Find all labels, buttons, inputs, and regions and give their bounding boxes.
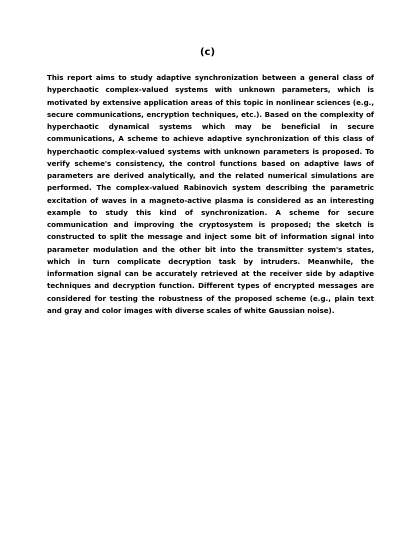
abstract-paragraph: This report aims to study adaptive synchronization between a general class of hyperchaotic complex-valued systems with unknown parameters, which is motivated by extensive application areas of this topic in nonlinear sciences (e.g., secure communications, encryption techniques, etc.). Based on the complexity of hyperchaotic dynamical systems which may be beneficial in secure communications, A scheme to achieve adaptive synchronization of this class of hyperchaotic complex-valued systems with unknown parameters is proposed. To verify scheme's consistency, the control functions based on adaptive laws of parameters are derived analytically, and the related numerical simulations are performed. The complex-valued Rabinovich system describing the parametric excitation of waves in a magneto-active plasma is considered as an interesting example to study this kind of synchronization. A scheme for secure communication and improving the cryptosystem is proposed; the sketch is constructed to split the message and inject some bit of information signal into parameter modulation and the other bit into the transmitter system's states, which in turn complicate decryption task by intruders. Meanwhile, the information signal can be accurately retrieved at the receiver side by adaptive techniques and decryption function. Different types of encrypted messages are considered for testing the robustness of the proposed scheme (e.g., plain text and gray and color images with diverse scales of white Gaussian noise). (47, 73, 374, 315)
section-heading: (c) (199, 47, 216, 58)
